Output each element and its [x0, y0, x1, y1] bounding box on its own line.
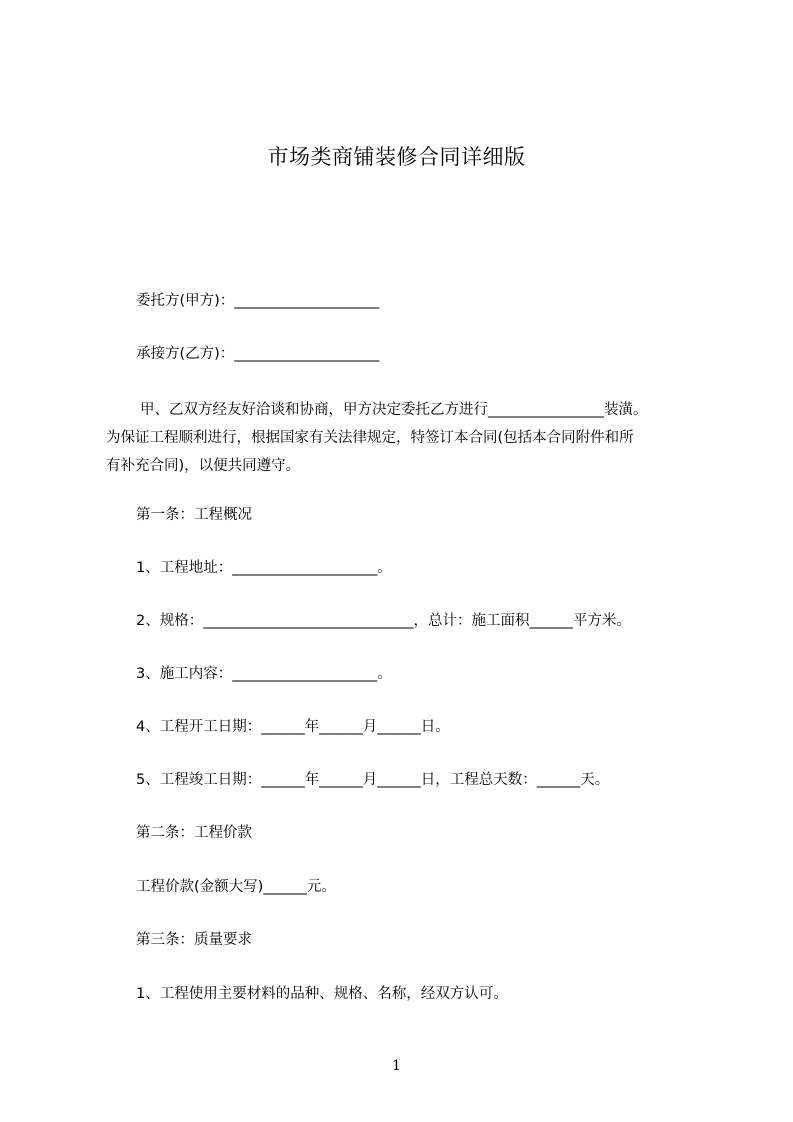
intro-line-3: 有补充合同)，以便共同遵守。 — [106, 458, 301, 474]
intro-line-2: 为保证工程顺利进行，根据国家有关法律规定，特签订本合同(包括本合同附件和所 — [106, 430, 634, 446]
article-3-heading: 第三条：质量要求 — [136, 932, 252, 948]
article-2-item-1: 工程价款(金额大写)______元。 — [136, 879, 336, 895]
article-1-item-2: 2、规格：_____________________________，总计：施工面积______平方米。 — [136, 613, 631, 629]
intro-line-1: 甲、乙双方经友好洽谈和协商，甲方决定委托乙方进行________________装潢。 — [140, 402, 648, 418]
article-1-item-5: 5、工程竣工日期：______年______月______日，工程总天数：______天。 — [136, 772, 610, 788]
intro-paragraph — [106, 396, 696, 480]
page-number: 1 — [392, 1058, 401, 1074]
party-b-line: 承接方(乙方)：____________________ — [136, 346, 380, 362]
article-1-item-3: 3、施工内容：____________________。 — [136, 666, 392, 682]
article-3-item-1: 1、工程使用主要材料的品种、规格、名称，经双方认可。 — [136, 986, 508, 1002]
document-title: 市场类商铺装修合同详细版 — [267, 145, 526, 169]
article-1-item-4: 4、工程开工日期：______年______月______日。 — [136, 719, 450, 735]
article-2-heading: 第二条：工程价款 — [136, 825, 252, 841]
party-a-line: 委托方(甲方)：____________________ — [136, 293, 380, 309]
article-1-heading: 第一条：工程概况 — [136, 507, 252, 523]
article-1-item-1: 1、工程地址：____________________。 — [136, 560, 392, 576]
